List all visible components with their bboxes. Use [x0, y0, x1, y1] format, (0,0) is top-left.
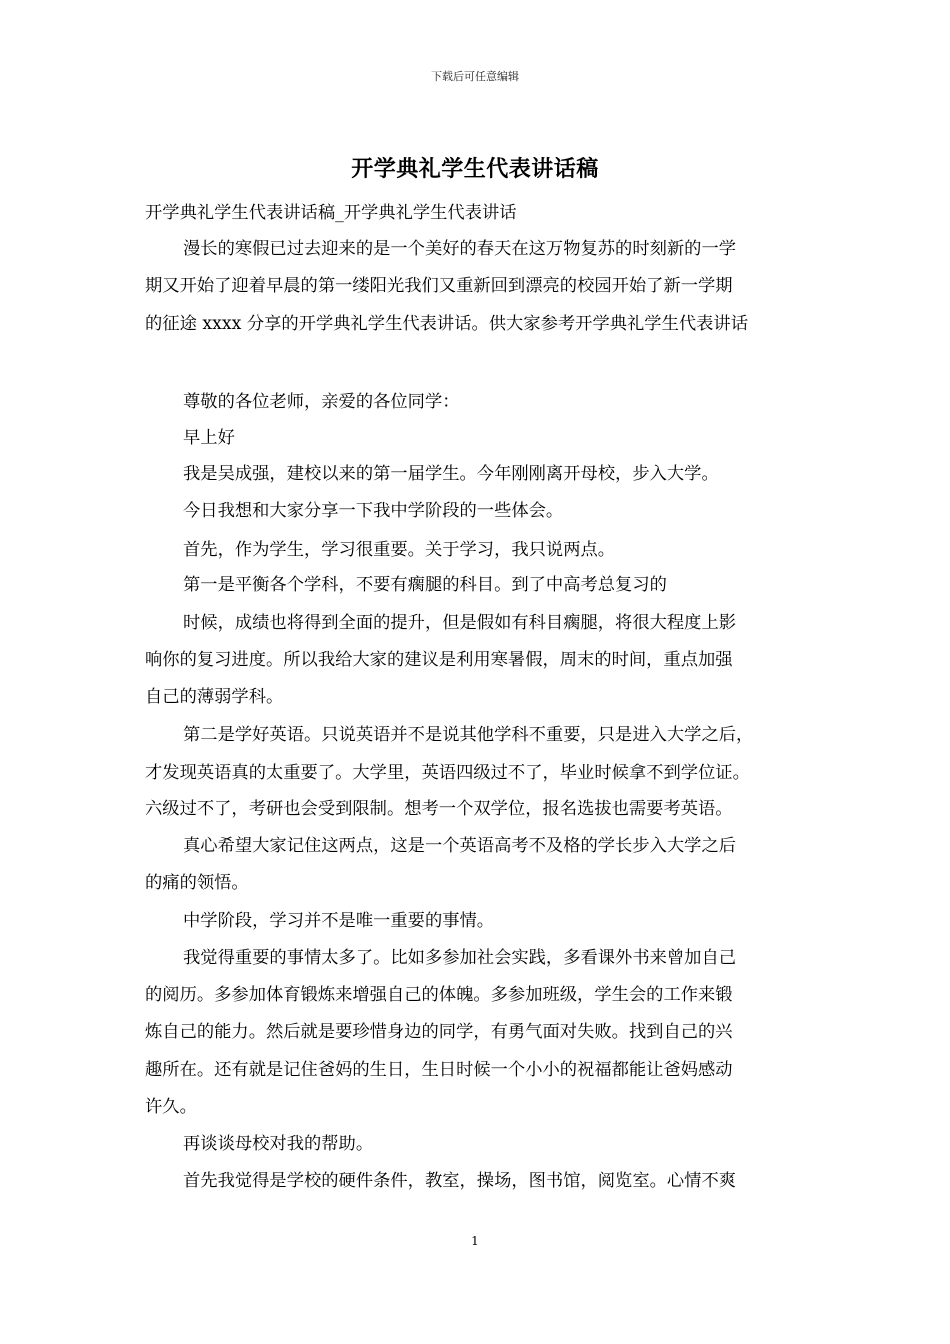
- text-line: 才发现英语真的太重要了。大学里，英语四级过不了，毕业时候拿不到学位证。: [145, 763, 750, 783]
- text-line: 趣所在。还有就是记住爸妈的生日，生日时候一个小小的祝福都能让爸妈感动: [145, 1060, 733, 1080]
- text-line: 今日我想和大家分享一下我中学阶段的一些体会。: [183, 501, 564, 521]
- text-line: 首先我觉得是学校的硬件条件，教室，操场，图书馆，阅览室。心情不爽: [183, 1171, 737, 1191]
- text-line: 漫长的寒假已过去迎来的是一个美好的春天在这万物复苏的时刻新的一学: [183, 239, 737, 259]
- text-line: 中学阶段，学习并不是唯一重要的事情。: [183, 911, 495, 931]
- text-line: 炼自己的能力。然后就是要珍惜身边的同学，有勇气面对失败。找到自己的兴: [145, 1022, 733, 1042]
- text-line: 的征途 xxxx 分享的开学典礼学生代表讲话。供大家参考开学典礼学生代表讲话: [145, 314, 748, 334]
- text-line: 响你的复习进度。所以我给大家的建议是利用寒暑假，周末的时间，重点加强: [145, 650, 733, 670]
- page-number: 1: [471, 1234, 479, 1248]
- text-line: 第一是平衡各个学科，不要有瘸腿的科目。到了中高考总复习的: [183, 575, 667, 595]
- text-line: 我觉得重要的事情太多了。比如多参加社会实践，多看课外书来曾加自己: [183, 948, 737, 968]
- salutation-line: 尊敬的各位老师，亲爱的各位同学：: [183, 392, 460, 412]
- text-line: 我是吴成强，建校以来的第一届学生。今年刚刚离开母校，步入大学。: [183, 464, 719, 484]
- text-line: 首先，作为学生，学习很重要。关于学习，我只说两点。: [183, 540, 616, 560]
- text-line: 第二是学好英语。只说英语并不是说其他学科不重要，只是进入大学之后，: [183, 725, 754, 745]
- document-title: 开学典礼学生代表讲话稿: [351, 156, 599, 182]
- text-line: 的痛的领悟。: [145, 873, 249, 893]
- text-line: 真心希望大家记住这两点，这是一个英语高考不及格的学长步入大学之后: [183, 836, 737, 856]
- text-line: 许久。: [145, 1097, 197, 1117]
- page-header: 下载后可任意编辑: [431, 70, 519, 83]
- text-line: 的阅历。多参加体育锻炼来增强自己的体魄。多参加班级，学生会的工作来锻: [145, 985, 733, 1005]
- text-line: 六级过不了，考研也会受到限制。想考一个双学位，报名选拔也需要考英语。: [145, 799, 733, 819]
- text-line: 期又开始了迎着早晨的第一缕阳光我们又重新回到漂亮的校园开始了新一学期: [145, 276, 733, 296]
- text-line: 自己的薄弱学科。: [145, 687, 284, 707]
- subtitle-line: 开学典礼学生代表讲话稿_开学典礼学生代表讲话: [145, 203, 517, 223]
- text-line: 早上好: [183, 428, 235, 448]
- text-line: 时候，成绩也将得到全面的提升，但是假如有科目瘸腿，将很大程度上影: [183, 613, 737, 633]
- text-line: 再谈谈母校对我的帮助。: [183, 1134, 374, 1154]
